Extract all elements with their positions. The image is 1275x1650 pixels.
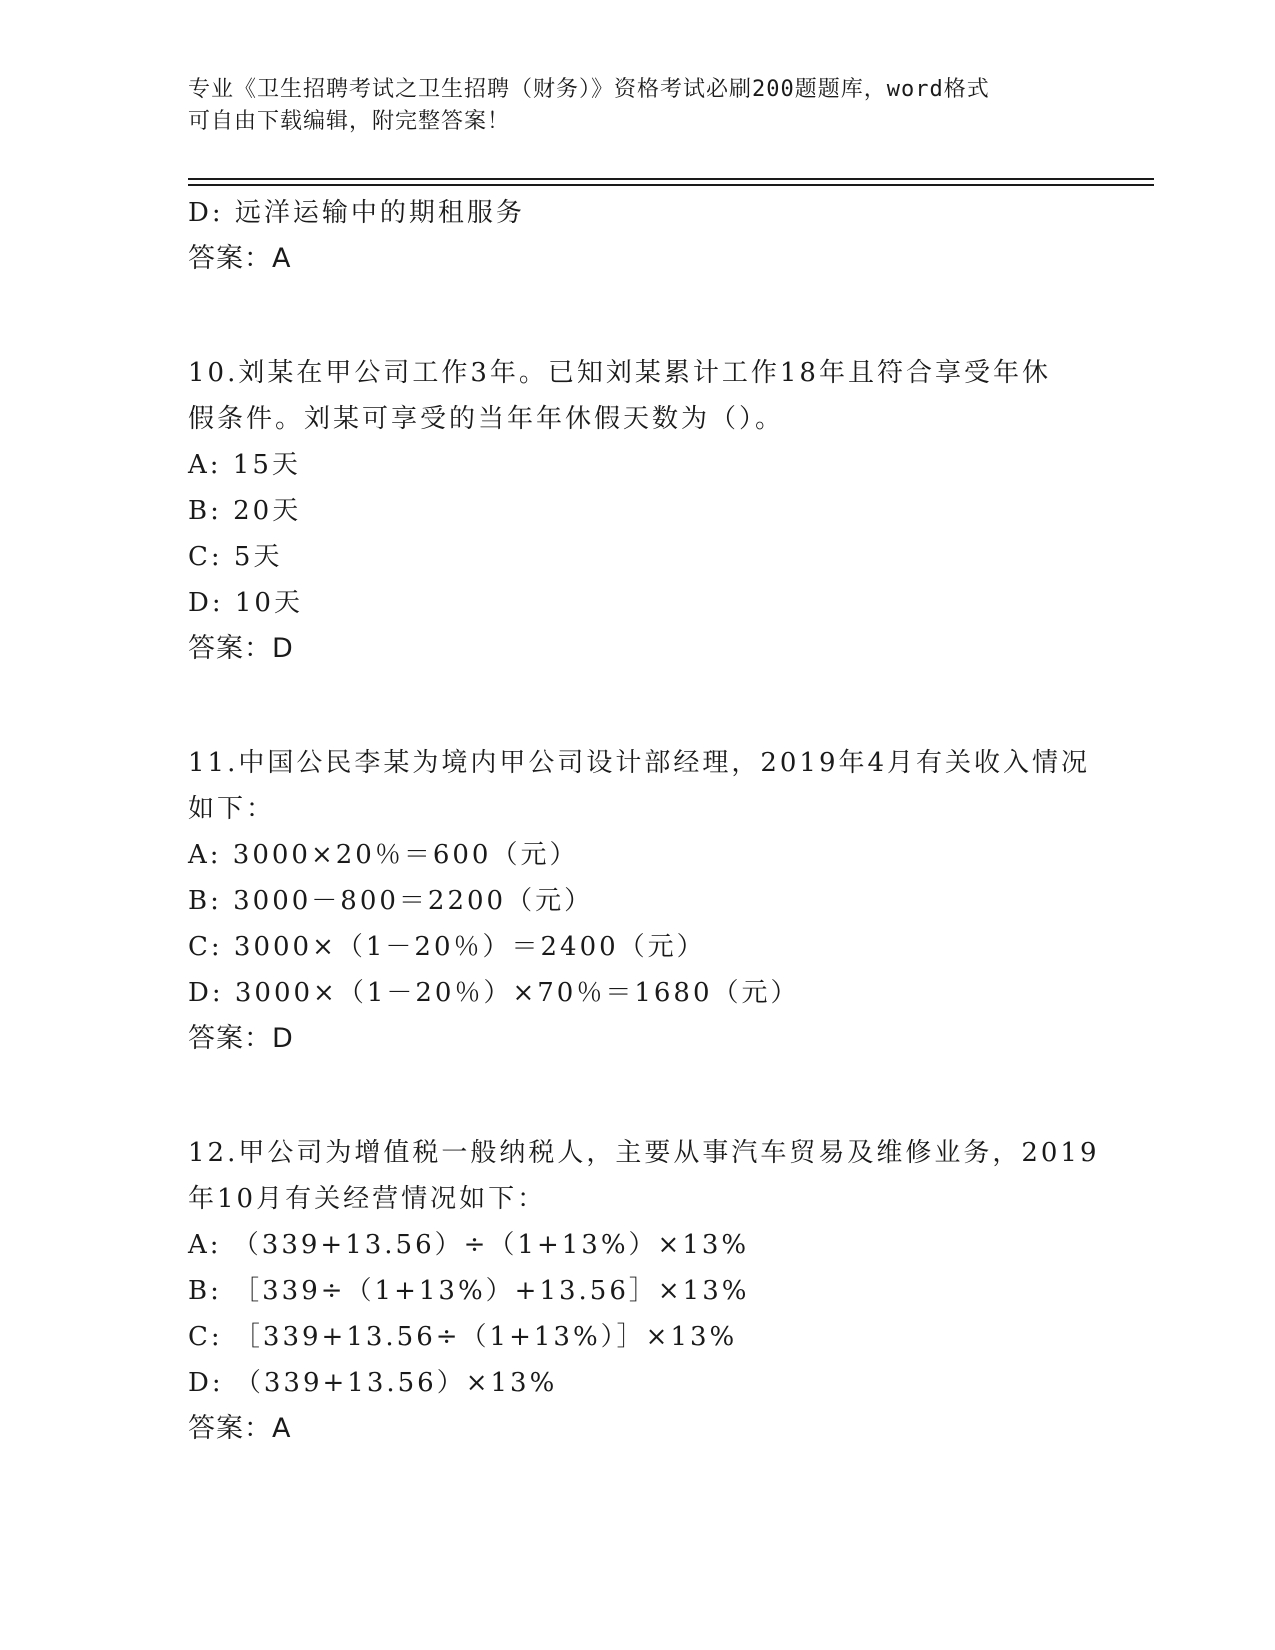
option-d: D: 3000×（1－20％）×70％＝1680（元） bbox=[188, 978, 800, 1008]
option-c: C: 5天 bbox=[188, 542, 283, 572]
answer-line: 答案：A bbox=[188, 1413, 292, 1444]
option-d: D: 远洋运输中的期租服务 bbox=[188, 198, 525, 228]
option-c: C: 3000×（1－20％）＝2400（元） bbox=[188, 932, 706, 962]
question-stem-line-2: 如下： bbox=[188, 794, 276, 824]
answer-line: 答案：D bbox=[188, 1023, 294, 1054]
question-12 bbox=[188, 1130, 1100, 1452]
option-a: A: 15天 bbox=[188, 450, 301, 480]
question-stem-line-1: 12.甲公司为增值税一般纳税人，主要从事汽车贸易及维修业务，2019 bbox=[188, 1138, 1100, 1168]
header-title-line-2: 可自由下载编辑，附完整答案！ bbox=[188, 109, 511, 134]
header-title-line-1: 专业《卫生招聘考试之卫生招聘（财务）》资格考试必刷200题题库，word格式 bbox=[188, 77, 990, 102]
question-stem-line-2: 年10月有关经营情况如下： bbox=[188, 1184, 547, 1214]
header-divider-top bbox=[188, 178, 1154, 180]
option-d: D: （339+13.56）×13% bbox=[188, 1368, 558, 1398]
document-header bbox=[188, 74, 1088, 138]
question-stem-line-1: 11.中国公民李某为境内甲公司设计部经理，2019年4月有关收入情况 bbox=[188, 748, 1091, 778]
spacer bbox=[188, 282, 1088, 350]
option-b: B: 3000－800＝2200（元） bbox=[188, 886, 594, 916]
option-b: B: 20天 bbox=[188, 496, 302, 526]
previous-question-tail bbox=[188, 190, 1088, 282]
option-c: C: ［339+13.56÷（1+13%）］×13% bbox=[188, 1322, 738, 1352]
spacer bbox=[188, 672, 1088, 740]
question-stem-line-1: 10.刘某在甲公司工作3年。已知刘某累计工作18年且符合享受年休 bbox=[188, 358, 1051, 388]
question-11 bbox=[188, 740, 1091, 1062]
header-divider-bottom bbox=[188, 184, 1154, 186]
question-stem-line-2: 假条件。刘某可享受的当年年休假天数为（）。 bbox=[188, 404, 785, 434]
answer-line: 答案：A bbox=[188, 243, 292, 274]
option-b: B: ［339÷（1+13%）+13.56］×13% bbox=[188, 1276, 750, 1306]
document-body bbox=[188, 190, 1100, 1452]
answer-line: 答案：D bbox=[188, 633, 294, 664]
option-a: A: 3000×20％＝600（元） bbox=[188, 840, 579, 870]
option-d: D: 10天 bbox=[188, 588, 303, 618]
option-a: A: （339+13.56）÷（1+13%）×13% bbox=[188, 1230, 750, 1260]
question-10 bbox=[188, 350, 1088, 672]
spacer bbox=[188, 1062, 1088, 1130]
